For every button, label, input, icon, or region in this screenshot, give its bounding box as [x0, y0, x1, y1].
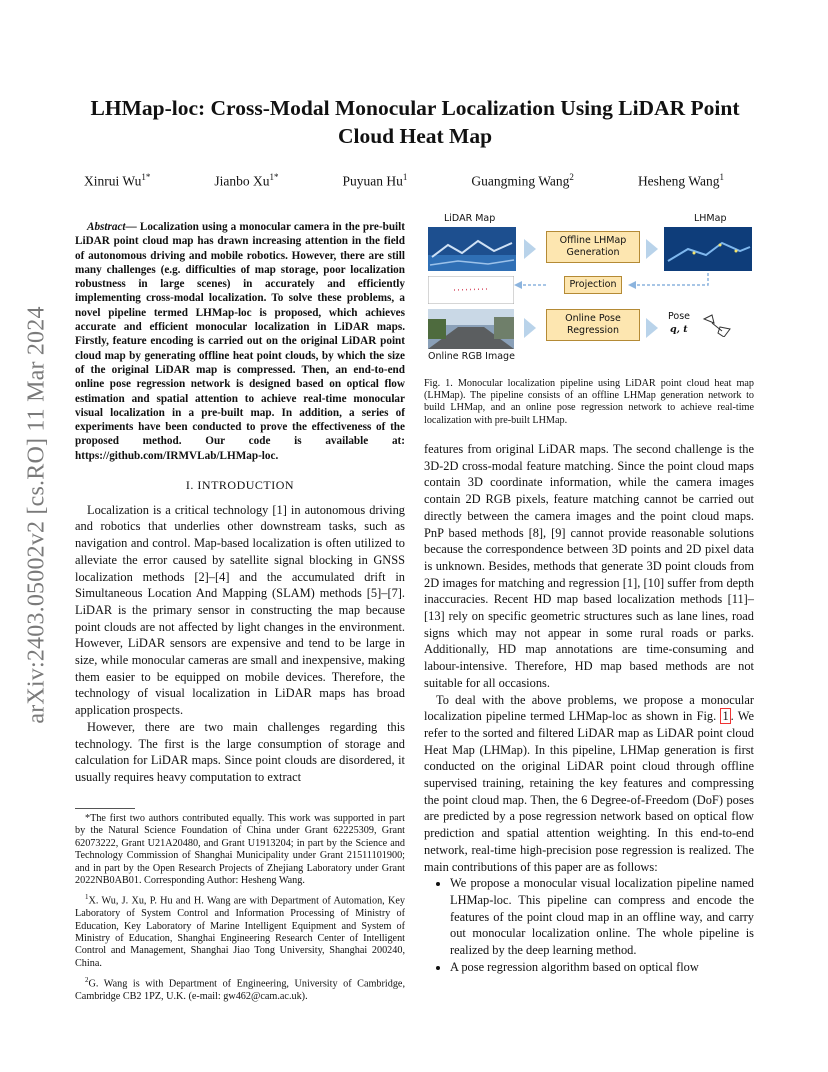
pose-variables: q, t: [670, 324, 688, 335]
right-column: [424, 441, 754, 976]
author: Puyuan Hu$^1$: [342, 172, 408, 189]
projected-depth-image: [428, 276, 514, 304]
lidar-map-image: [428, 227, 516, 271]
abstract: [75, 220, 405, 463]
lhmap-label: LHMap: [694, 213, 727, 224]
list-item: • A pose regression algorithm based on optical flow: [450, 959, 754, 976]
online-rgb-image-label: Online RGB Image: [428, 351, 515, 362]
lhmap-image: [664, 227, 752, 271]
figure-caption: Fig. 1. Monocular localization pipeline using LiDAR point cloud heat map (LHMap). The pipeline consists of an offline LHMap generation network to build LHMap, and an online pose regression network to achieve real-time localization with pre-built LHMap.: [424, 378, 754, 426]
intro-paragraph: However, there are two main challenges regarding this technology. The first is the large consumption of storage and calculation for LiDAR maps. Since point clouds are disordered, it usually requires heavy computation to extract: [75, 719, 405, 784]
figure-reference-link[interactable]: 1: [722, 709, 729, 724]
list-item: • We propose a monocular visual localization pipeline named LHMap-loc. This pipeline can compress and encode the features of the point cloud map in an offline way, and carry out monocular localization online. The whole pipeline is realized by the deep learning method.: [450, 875, 754, 959]
pose-label: Pose: [668, 311, 690, 322]
section-heading-introduction: I. INTRODUCTION: [185, 478, 295, 493]
footnote-rule: [75, 808, 135, 809]
author-list: [84, 172, 724, 190]
arxiv-id: arXiv:2403.05002v2 [cs.RO] 11 Mar 2024: [23, 306, 50, 724]
arrow-right-icon: [524, 239, 536, 259]
intro-paragraph: Localization is a critical technology [1] in autonomous driving and robotics that underlies other downstream tasks, such as navigation and control. Map-based localization is often utilized to alleviate the error caused by satellite signal blocking in GNSS localization methods [2]–[4] and the accumulated drift in Simultaneous Location And Mapping (SLAM) methods [5]–[7]. LiDAR is the primary sensor in constructing the map because point clouds are not affected by light changes in the environment. However, LiDAR sensors are expensive and tend to be large in size, while monocular cameras are small and inexpensive, making them easier to be equipped on mobile devices. Therefore, the technology of visual localization in LiDAR maps has broad application prospects.: [75, 502, 405, 718]
body-paragraph: To deal with the above problems, we propose a monocular localization pipeline termed LHMap-loc as shown in Fig. 1 . We refer to the sorted and filtered LiDAR map as LiDAR point cloud Heat Map (LHMap). In this pipeline, LHMap generation is first conducted on the original LiDAR point cloud through offline supervised training, retaining the key features and compressing the point cloud map. Then, the 6 Degree-of-Freedom (DoF) poses are predicted by a pose regression network based on optical flow prediction and spatial attention weighting. In this end-to-end network, real-time high-precision pose regression is realized. The main contributions of this paper are as follows:: [424, 692, 754, 874]
footnote: $^2$G. Wang is with Department of Engineering, University of Cambridge, Cambridge CB2 1PZ, U.K. (e-mail: gw462@cam.ac.uk).: [75, 976, 405, 1003]
author: Jianbo $Xu^{1*}$: [214, 172, 279, 189]
arxiv-sidebar-stamp: [22, 270, 52, 760]
online-pose-regression-box: Online Pose Regression: [546, 309, 640, 341]
paper-title: LHMap-loc: Cross-Modal Monocular Localization Using LiDAR Point Cloud Heat Map: [90, 96, 740, 148]
footnote: $^1$X. Wu, J. Xu, P. Hu and H. Wang are with Department of Automation, Key Laboratory of System Control and Information Processing of Ministry of Education, Key Laboratory of Marine Intelligent Equipment and System of Ministry of Education, Shanghai Engineering Research Center of Intelligent Control and Management, Shanghai Jiao Tong University, Shanghai 200240, China.: [75, 893, 405, 969]
author: Guangming Wang$^2$: [471, 172, 574, 189]
author: Xinrui $Wu^{1*}$: [84, 172, 151, 189]
contribution-list: [424, 875, 754, 975]
arrow-right-icon: [524, 318, 536, 338]
lidar-map-label: LiDAR Map: [444, 213, 496, 224]
rgb-image: [428, 309, 514, 349]
body-paragraph: features from original LiDAR maps. The second challenge is the 3D-2D cross-modal feature matching. Since the point cloud maps contain 3D coordinate information, while the camera images contain 2D RGB pixels, feature matching cannot be carried out directly between the camera images and the point cloud maps. PnP based methods [8], [9] cannot provide reasonable solutions because the correspondence between 3D points and 2D pixel data is unknown. Besides, methods that generate 3D point clouds from 2D images for matching and regression [1], [10] suffer from depth inaccuracies. Recent HD map based localization methods [11]–[13] rely on specific geometric structures such as lane lines, road signs which may not appear in some rural roads or parks. Additionally, HD map annotations are time-consuming and labour-intensive. Therefore, HD map based methods are not suitable for all occasions.: [424, 442, 754, 690]
abstract-label: Abstract: [87, 221, 126, 233]
abstract-text: — Localization using a monocular camera in the pre-built LiDAR point cloud map has drawn increasing attention in the field of autonomous driving and mobile robotics. However, there are still many challenges (e.g. difficulties of map storage, poor localization robustness in large scenes) in accurately and efficiently implementing cross-modal localization. To solve these problems, a novel pipeline termed LHMap-loc is proposed, which achieves accurate and efficient monocular localization in LiDAR maps. Firstly, feature encoding is carried out on the original LiDAR point cloud map by generating offline heat point clouds, by which the size of the original LiDAR map is compressed. Then, an end-to-end online pose regression network is designed based on optical flow estimation and spatial attention to achieve real-time monocular visual localization in a pre-built map. In addition, a series of experiments have been conducted to prove the effectiveness of the proposed method. Our code is available at: https://github.com/IRMVLab/LHMap-loc.: [75, 221, 405, 462]
camera-pose-icon: [700, 311, 732, 337]
offline-lhmap-generation-box: Offline LHMap Generation: [546, 231, 640, 263]
footnote: *The first two authors contributed equally. This work was supported in part by the Natural Science Foundation of China under Grant 62225309, Grant 62073222, Grant U21A20480, and Grant U1913204; in part by the Science and Technology Commission of Shanghai Municipality under Grant 21511101900; and in part by the Open Research Projects of Zhejiang Laboratory under Grant 2022NB0AB01. Corresponding Author: Hesheng Wang.: [75, 813, 405, 887]
footnotes: [75, 808, 405, 1007]
projection-box: Projection: [564, 276, 622, 294]
arrow-right-icon: [646, 318, 658, 338]
figure-1-pipeline: [424, 213, 754, 373]
arrow-right-icon: [646, 239, 658, 259]
author: Hesheng Wang$^1$: [637, 172, 724, 189]
left-column: [75, 220, 405, 786]
